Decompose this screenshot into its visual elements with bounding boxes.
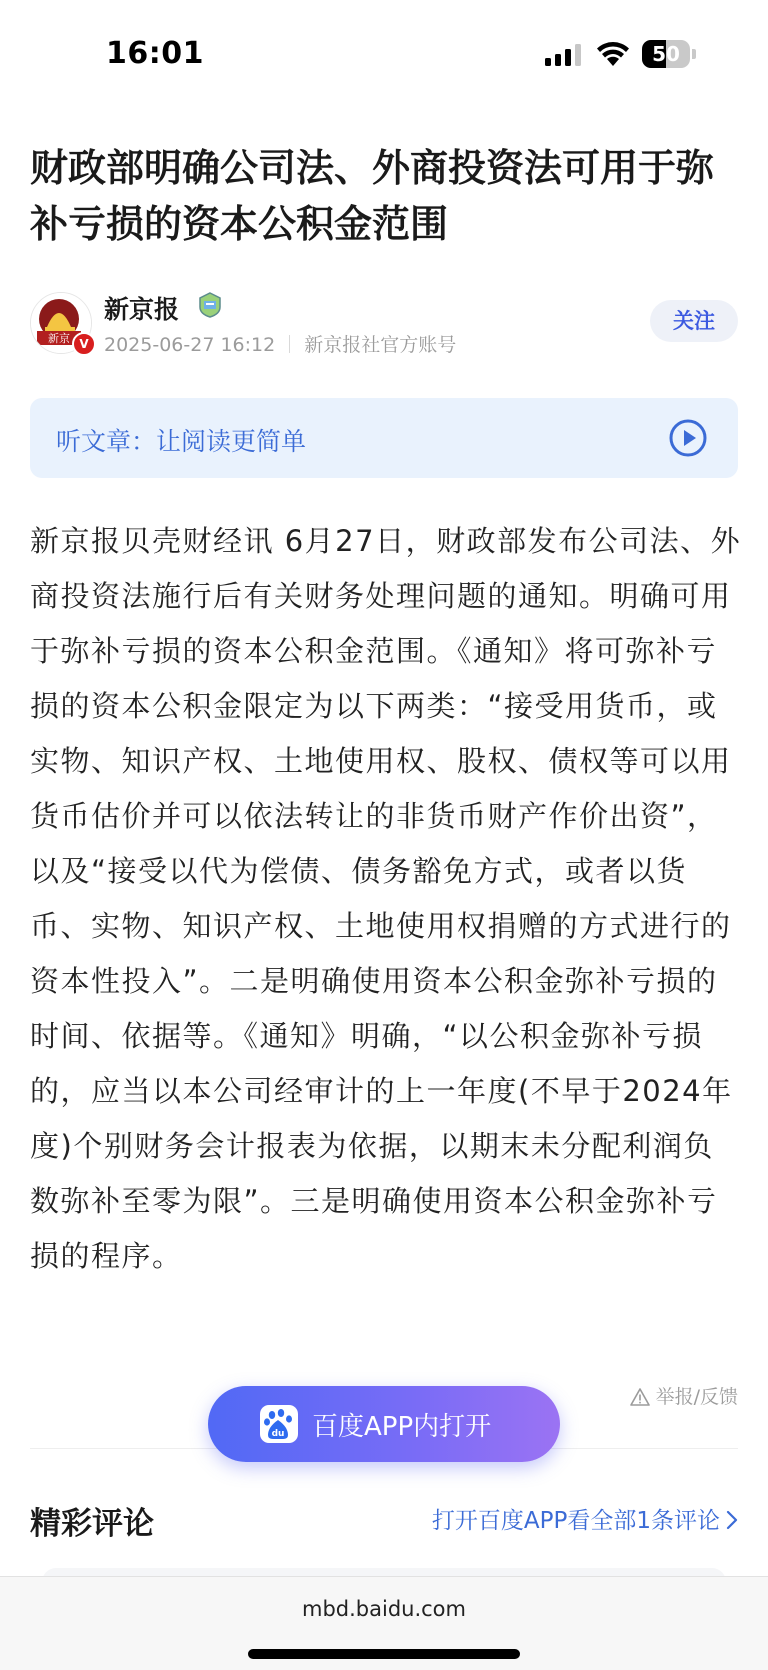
baidu-icon-text: du	[271, 1429, 285, 1439]
report-feedback-link[interactable]	[630, 1382, 738, 1409]
author-meta	[104, 330, 456, 357]
play-icon[interactable]	[668, 418, 708, 462]
open-in-app-label: 百度APP内打开	[312, 1412, 492, 1442]
verified-badge-icon: V	[72, 332, 96, 356]
comments-title: 精彩评论	[30, 1506, 154, 1542]
battery-level: 50	[652, 42, 680, 66]
wifi-icon	[596, 40, 630, 70]
url-text[interactable]: mbd.baidu.com	[302, 1597, 466, 1621]
warning-icon	[630, 1386, 656, 1408]
account-type: 新京报社官方账号	[304, 334, 457, 356]
article-body: 新京报贝壳财经讯 6月27日，财政部发布公司法、外商投资法施行后有关财务处理问题的通知。明确可用于弥补亏损的资本公积金范围。《通知》将可弥补亏损的资本公积金限定为以下两类：“接受用货币，或实物、知识产权、土地使用权、股权、债权等可以用货币估价并可以依法转让的非货币财产作价出资”，以及“接受以代为偿债、债务豁免方式，或者以货币、实物、知识产权、土地使用权捐赠的方式进行的资本性投入”。二是明确使用资本公积金弥补亏损的时间、依据等。《通知》明确，“以公积金弥补亏损的，应当以本公司经审计的上一年度(不早于2024年度)个别财务会计报表为依据，以期末未分配利润负数弥补至零为限”。三是明确使用资本公积金弥补亏损的程序。	[30, 524, 742, 1273]
author-row	[30, 290, 738, 360]
article-title: 财政部明确公司法、外商投资法可用于弥补亏损的资本公积金范围	[30, 146, 715, 246]
status-bar	[0, 0, 768, 110]
baidu-paw-icon	[260, 1405, 298, 1443]
report-feedback-label: 举报/反馈	[655, 1386, 738, 1408]
open-in-app-button[interactable]	[208, 1386, 560, 1462]
listen-banner[interactable]	[30, 398, 738, 478]
medal-icon	[198, 292, 222, 322]
status-time: 16:01	[106, 36, 204, 71]
signal-icon	[545, 44, 583, 70]
home-indicator[interactable]	[248, 1649, 520, 1659]
chevron-right-icon	[720, 1508, 738, 1534]
battery-icon	[642, 40, 696, 68]
publish-date: 2025-06-27 16:12	[104, 334, 276, 356]
browser-address-bar[interactable]	[0, 1576, 768, 1670]
avatar-text: 新京	[48, 332, 70, 345]
author-name[interactable]: 新京报	[104, 295, 180, 324]
follow-button[interactable]: 关注	[650, 300, 738, 342]
open-all-comments-link[interactable]	[432, 1502, 738, 1535]
open-all-comments-label: 打开百度APP看全部1条评论	[431, 1508, 720, 1534]
listen-banner-text: 听文章：让阅读更简单	[56, 427, 307, 456]
